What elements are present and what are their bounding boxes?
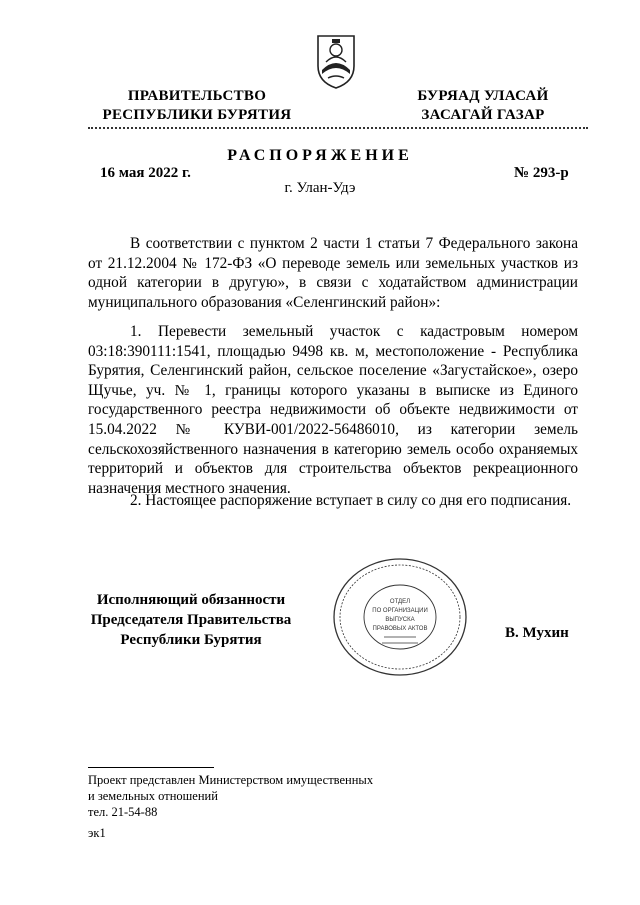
footnote-separator: [88, 767, 214, 768]
header-divider: [88, 127, 588, 129]
stamp-center-line4: ПРАВОВЫХ АКТОВ: [372, 626, 428, 632]
header-left-line1: ПРАВИТЕЛЬСТВО: [127, 88, 267, 104]
document-date: 16 мая 2022 г.: [100, 165, 191, 181]
stamp-center-line2: ПО ОРГАНИЗАЦИИ: [372, 608, 428, 614]
document-number: № 293-р: [514, 165, 569, 181]
official-stamp: [332, 557, 468, 677]
signatory-name: В. Мухин: [505, 625, 569, 641]
executor-initials: эк1: [88, 826, 106, 840]
document-type: РАСПОРЯЖЕНИЕ: [227, 147, 413, 164]
signatory-position-line2: Председателя Правительства: [90, 612, 292, 628]
header-right-line1: БУРЯАД УЛАСАЙ: [417, 88, 549, 104]
paragraph-preamble: [88, 234, 578, 312]
signatory-position-line1: Исполняющий обязанности: [96, 592, 286, 608]
footnote-line1: Проект представлен Министерством имущественных: [88, 773, 374, 787]
signatory-position: [80, 590, 302, 650]
stamp-center-line1: ОТДЕЛ: [389, 599, 411, 605]
paragraph-item-1: [88, 322, 578, 498]
document-city: г. Улан-Удэ: [284, 180, 356, 196]
government-name-buryat: [408, 87, 558, 125]
coat-of-arms-emblem: [314, 30, 358, 90]
footnote: [88, 772, 373, 820]
stamp-center-line3: ВЫПУСКА: [385, 617, 415, 623]
paragraph-preamble-text: В соответствии с пунктом 2 части 1 статьи 7 Федерального закона от 21.12.2004 № 172-ФЗ «О переводе земель или земельных участков из одной категории в другую», в связи с ходатайством администрации муниципального образования «Селенгинский район»:: [88, 235, 578, 311]
paragraph-item-1-text: 1. Перевести земельный участок с кадастровым номером 03:18:390111:1541, площадью 9498 кв. м, местоположение - Республика Бурятия, Селенгинский район, сельское поселение «Загустайское», озеро Щучье, уч. № 1, границы которого указаны в выписке из Единого государственного реестра недвижимости об объекте недвижимости от 15.04.2022 № КУВИ-001/2022-56486010, из категории земель сельскохозяйственного назначения в категорию земель особо охраняемых территорий и объектов для строительства объектов рекреационного назначения местного значения.: [88, 323, 578, 497]
paragraph-item-2-text: 2. Настоящее распоряжение вступает в силу со дня его подписания.: [130, 492, 572, 509]
footnote-line3: тел. 21-54-88: [88, 805, 158, 819]
header-right-line2: ЗАСАГАЙ ГАЗАР: [421, 107, 545, 123]
signatory-position-line3: Республики Бурятия: [120, 632, 262, 648]
footnote-line2: и земельных отношений: [88, 789, 218, 803]
header-left-line2: РЕСПУБЛИКИ БУРЯТИЯ: [102, 107, 292, 123]
paragraph-item-2: [88, 491, 578, 511]
government-name-russian: [92, 87, 302, 125]
